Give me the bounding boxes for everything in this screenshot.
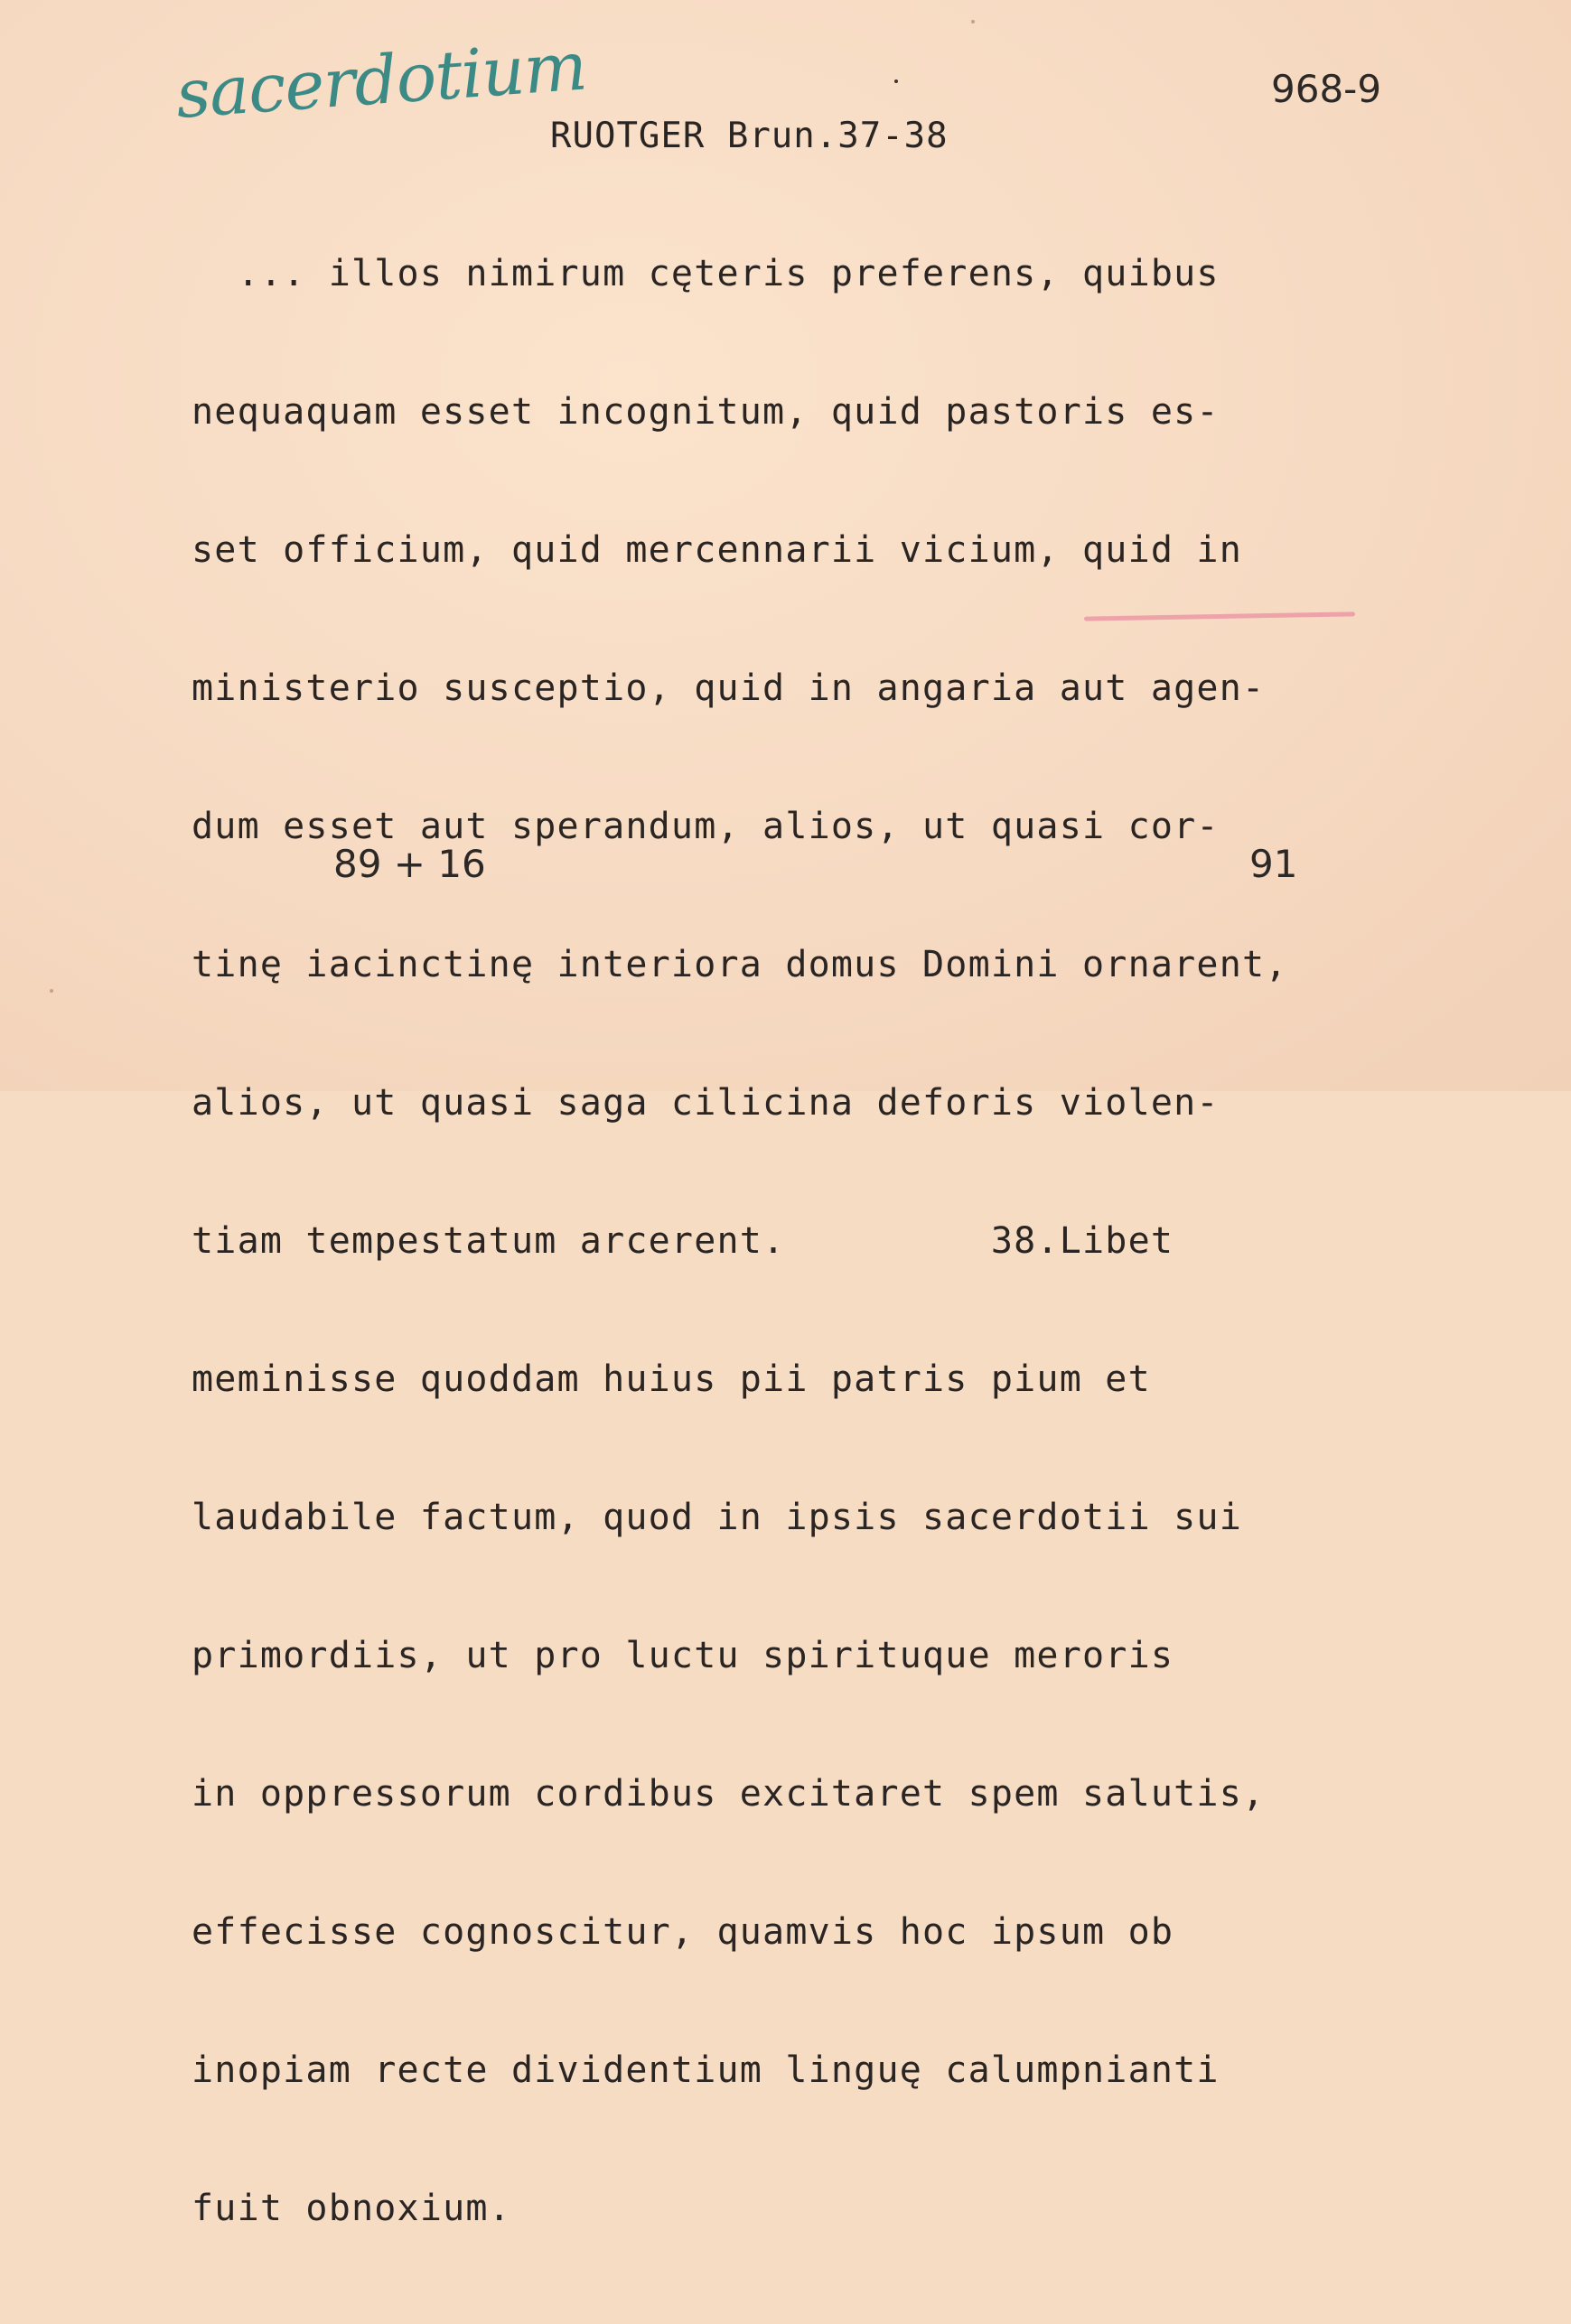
- ink-dot: [894, 79, 898, 83]
- text-line: effecisse cognoscitur, quamvis hoc ipsum ob: [192, 1911, 1174, 1953]
- text-line: in oppressorum cordibus excitaret spem salutis,: [192, 1773, 1266, 1815]
- handwritten-headword: sacerdotium: [173, 27, 589, 134]
- text-line: nequaquam esset incognitum, quid pastoris es-: [192, 391, 1220, 433]
- count-left: 89 + 16: [333, 842, 486, 886]
- text-line: ministerio susceptio, quid in angaria aut agen-: [192, 667, 1266, 709]
- card-number: 968-9: [1271, 67, 1382, 111]
- text-line: tiam tempestatum arcerent. 38.Libet: [192, 1220, 1174, 1262]
- count-right: 91: [1249, 842, 1298, 886]
- ink-dot: [50, 989, 53, 993]
- text-line: ... illos nimirum cęteris preferens, quibus: [192, 253, 1220, 294]
- text-line: tinę iacinctinę interiora domus Domini ornarent,: [192, 944, 1288, 985]
- text-line: laudabile factum, quod in ipsis sacerdotii sui: [192, 1497, 1242, 1538]
- text-line: primordiis, ut pro luctu spirituque meroris: [192, 1635, 1174, 1676]
- quoted-text: [192, 159, 1288, 2324]
- text-line: inopiam recte dividentium linguę calumpnianti: [192, 2049, 1220, 2091]
- text-line: set officium, quid mercennarii vicium, quid in: [192, 529, 1242, 571]
- text-line: fuit obnoxium.: [192, 2188, 511, 2229]
- source-citation: RUOTGER Brun.37-38: [550, 116, 949, 156]
- text-line: alios, ut quasi saga cilicina deforis violen-: [192, 1082, 1220, 1124]
- text-line: dum esset aut sperandum, alios, ut quasi cor-: [192, 806, 1220, 847]
- ink-dot: [971, 20, 975, 23]
- text-line: meminisse quoddam huius pii patris pium et: [192, 1358, 1151, 1400]
